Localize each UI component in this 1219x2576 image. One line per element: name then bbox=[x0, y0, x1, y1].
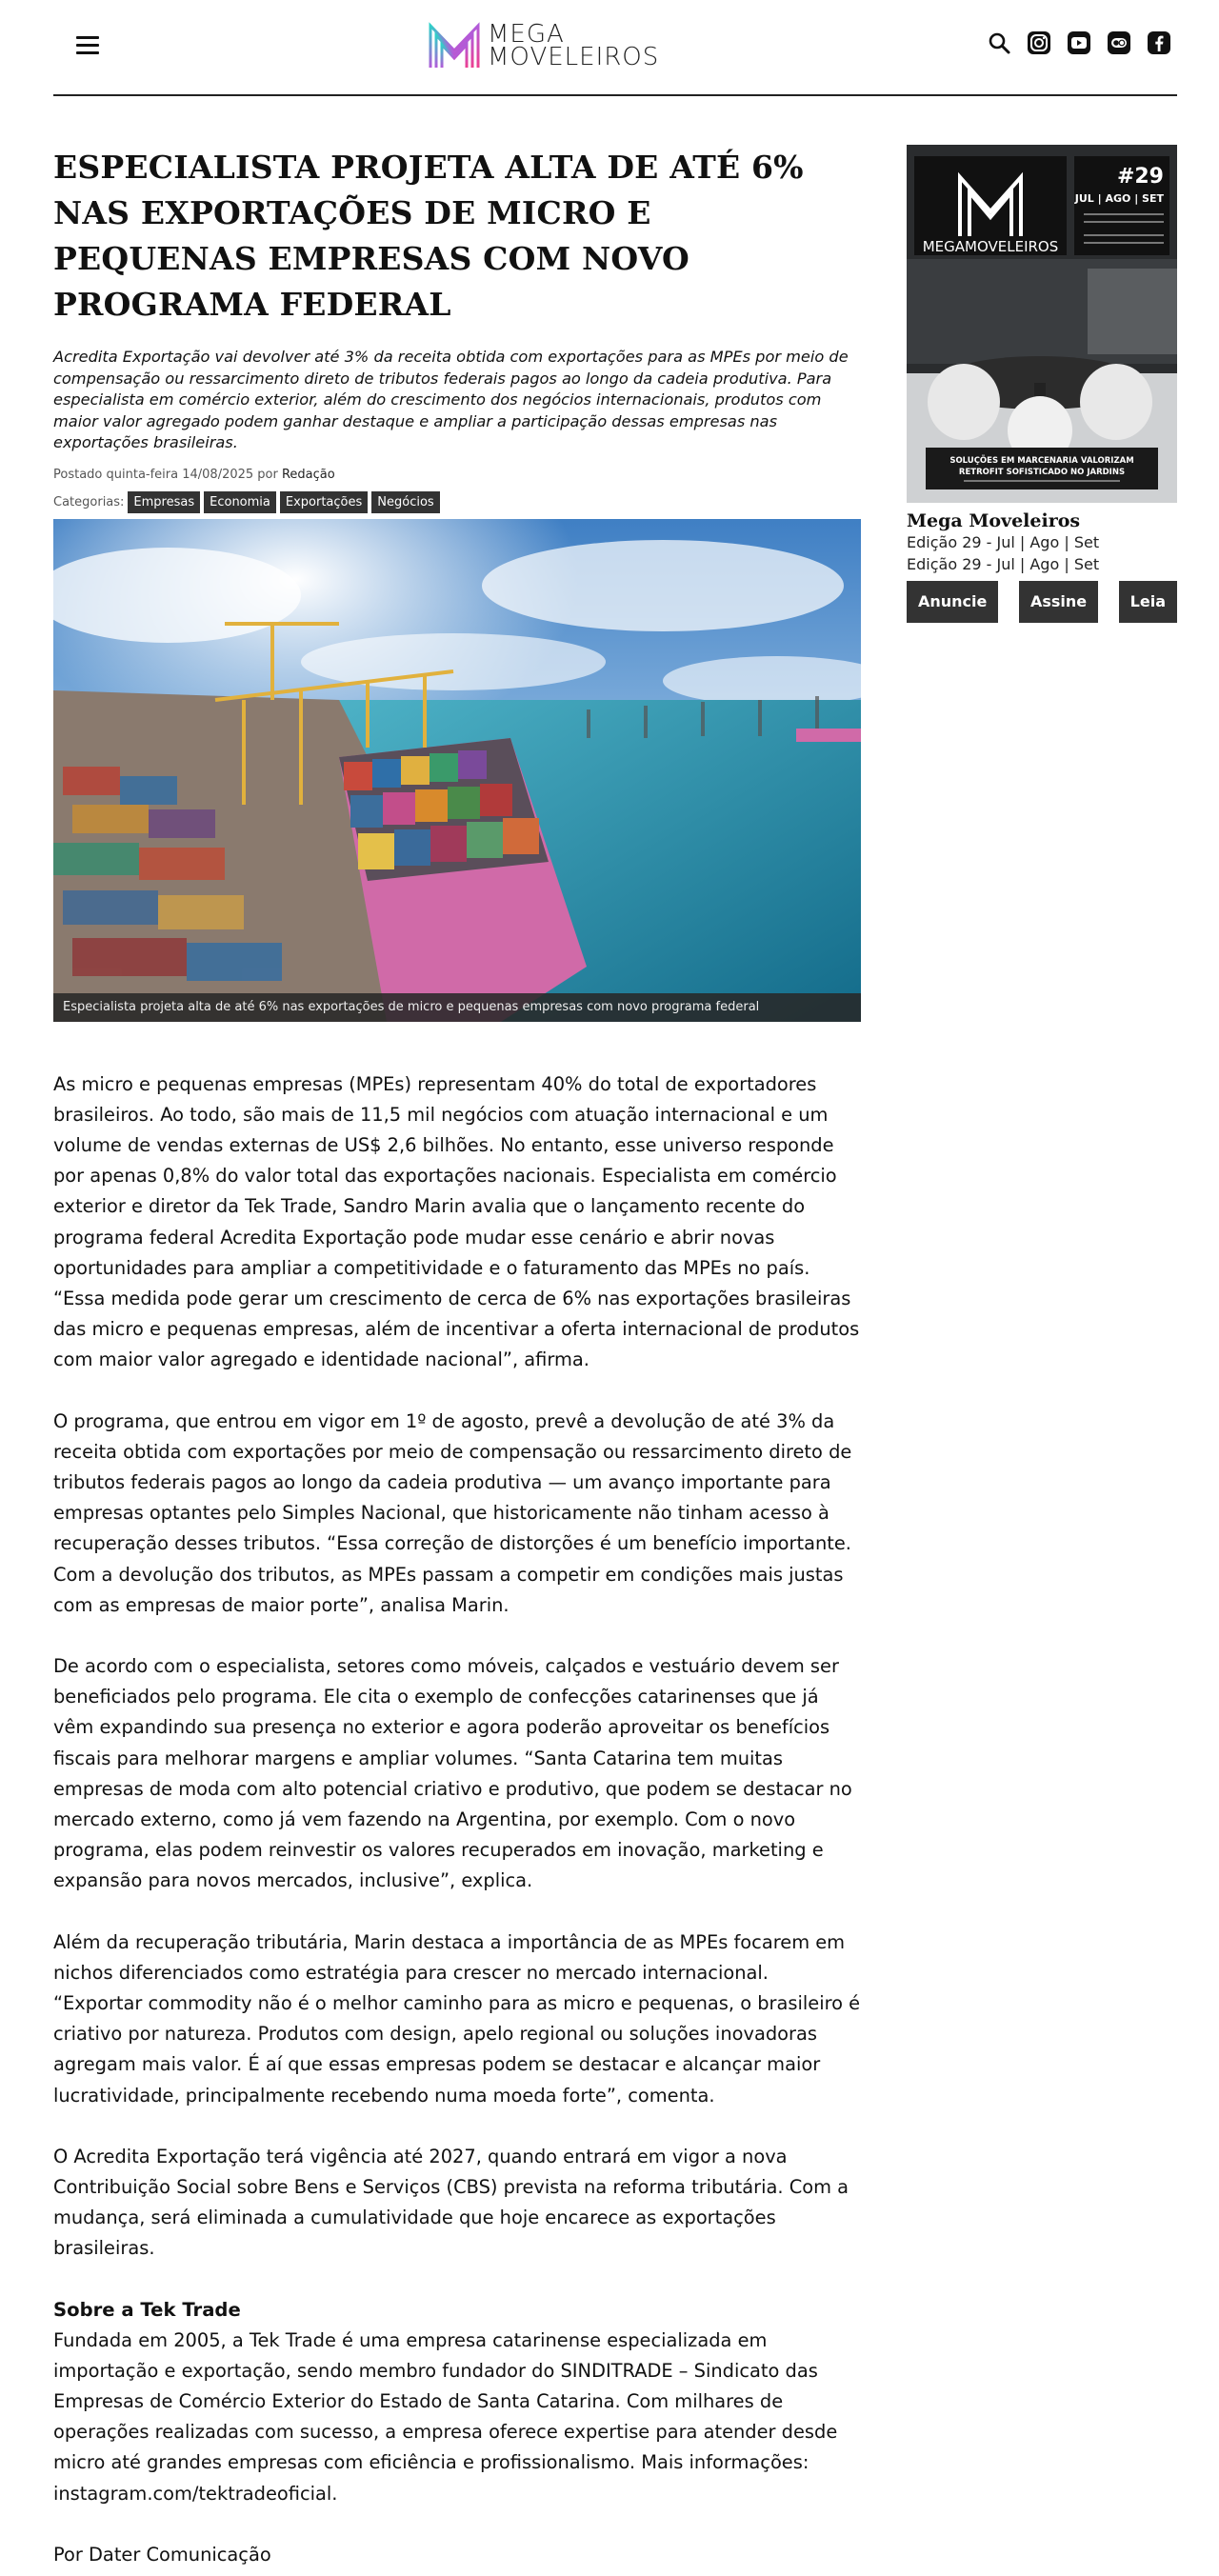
anuncie-button[interactable]: Anuncie bbox=[907, 581, 998, 623]
magazine-cover-image bbox=[907, 145, 1177, 503]
menu-icon[interactable] bbox=[76, 36, 99, 55]
article-paragraph: Além da recuperação tributária, Marin destaca a importância de as MPEs focarem em nichos diferenciados como estratégia para crescer no mercado internacional. “Exportar commodity não é o melhor caminho para as micro e pequenas, o brasileiro é criativo por natureza. Produtos com design, apelo regional ou soluções inovadoras agregam mais valor. É aí que essas empresas podem se destacar e alcançar maior lucratividade, principalmente recebendo numa moeda forte”, comenta. bbox=[53, 1930, 861, 2107]
flickr-icon[interactable] bbox=[1107, 30, 1131, 55]
article-column bbox=[53, 145, 861, 2566]
article-paragraph: O Acredita Exportação terá vigência até 2027, quando entrará em vigor a nova Contribuição Social sobre Bens e Serviços (CBS) prevista na reforma tributária. Com a mudança, será eliminada a cumulatividade que hoje encarece as exportações brasileiras. bbox=[53, 2145, 849, 2260]
edition-line-2: Edição 29 - Jul | Ago | Set bbox=[907, 555, 1100, 573]
container-ship-port-image bbox=[53, 519, 861, 1022]
article-lead: Acredita Exportação vai devolver até 3% da receita obtida com exportações para as MPEs por meio de compensação ou ressarcimento direto de tributos federais pagos ao longo da cadeia produtiva. Para especialista em comércio exterior, além do crescimento dos negócios internacionais, produtos com maior valor agregado podem ganhar destaque e ampliar a participação dessas empresas nas exportações brasileiras. bbox=[53, 348, 849, 451]
magazine-cover[interactable] bbox=[907, 145, 1177, 503]
edition-line-1: Edição 29 - Jul | Ago | Set bbox=[907, 533, 1100, 551]
category-tag-negocios[interactable]: Negócios bbox=[371, 491, 439, 513]
cover-issue: #29 bbox=[1116, 165, 1164, 189]
site-logo[interactable] bbox=[427, 19, 659, 72]
article-credit: Por Dater Comunicação bbox=[53, 2543, 271, 2566]
about-text: Fundada em 2005, a Tek Trade é uma empresa catarinense especializada em importação e exportação, sendo membro fundador do SINDITRADE – Sindicato das Empresas de Comércio Exterior do Estado de Santa Catarina. Com milhares de operações realizadas com sucesso, a empresa oferece expertise para atender desde micro até grandes empresas com eficiência e profissionalismo. Mais informações: instagram.com/tektradeoficial. bbox=[53, 2328, 838, 2505]
category-list bbox=[53, 491, 861, 513]
article-paragraph: As micro e pequenas empresas (MPEs) representam 40% do total de exportadores brasileiros. Ao todo, são mais de 11,5 mil negócios com atuação internacional e um volume de vendas externas de US$ 2,6 bilhões. No entanto, esse universo responde por apenas 0,8% do valor total das exportações nacionais. Especialista em comércio exterior e diretor da Tek Trade, Sandro Marin avalia que o lançamento recente do programa federal Acredita Exportação pode mudar esse cenário e abrir novas oportunidades para ampliar a competitividade e o faturamento das MPEs no país. “Essa medida pode gerar um crescimento de cerca de 6% nas exportações brasileiras das micro e pequenas empresas, além de incentivar a oferta internacional de produtos com maior valor agregado e identidade nacional”, afirma. bbox=[53, 1072, 860, 1371]
header-icons bbox=[987, 30, 1171, 55]
category-tag-exportacoes[interactable]: Exportações bbox=[280, 491, 368, 513]
magazine-name: Mega Moveleiros bbox=[907, 510, 1081, 531]
site-header bbox=[0, 0, 1219, 97]
posted-date: Postado quinta-feira 14/08/2025 por bbox=[53, 467, 278, 482]
header-divider bbox=[53, 94, 1177, 96]
logo-mark-icon bbox=[427, 20, 482, 71]
logo-text bbox=[488, 20, 660, 71]
instagram-icon[interactable] bbox=[1027, 30, 1051, 55]
article-hero-image bbox=[53, 519, 861, 1022]
cover-headline-2: RETROFIT SOFISTICADO NO JARDINS bbox=[958, 468, 1126, 477]
logo-line-1: MEGA bbox=[488, 20, 565, 49]
facebook-icon[interactable] bbox=[1147, 30, 1171, 55]
category-tag-economia[interactable]: Economia bbox=[204, 491, 276, 513]
assine-button[interactable]: Assine bbox=[1019, 581, 1098, 623]
article-paragraph: O programa, que entrou em vigor em 1º de agosto, prevê a devolução de até 3% da receita obtida com exportações por meio de compensação ou ressarcimento direto de tributos federais pagos ao longo da cadeia produtiva — um avanço importante para empresas optantes pelo Simples Nacional, que historicamente não tinham acesso à recuperação desses tributos. “Essa correção de distorções é um benefício importante. Com a devolução dos tributos, as MPEs passam a competir em condições mais justas com as empresas de maior porte”, analisa Marin. bbox=[53, 1409, 852, 1616]
search-icon[interactable] bbox=[987, 30, 1011, 55]
about-heading: Sobre a Tek Trade bbox=[53, 2298, 241, 2321]
leia-button[interactable]: Leia bbox=[1119, 581, 1177, 623]
youtube-icon[interactable] bbox=[1067, 30, 1091, 55]
categories-label: Categorias: bbox=[53, 494, 125, 509]
image-caption: Especialista projeta alta de até 6% nas exportações de micro e pequenas empresas com novo programa federal bbox=[53, 993, 861, 1022]
category-tag-empresas[interactable]: Empresas bbox=[128, 491, 200, 513]
article-meta bbox=[53, 468, 861, 482]
magazine-actions bbox=[907, 581, 1177, 623]
article-body bbox=[53, 1069, 861, 2566]
cover-headline-1: SOLUÇÕES EM MARCENARIA VALORIZAM bbox=[949, 456, 1134, 466]
logo-line-2: MOVELEIROS bbox=[488, 43, 660, 71]
author-link[interactable]: Redação bbox=[281, 467, 335, 482]
article-paragraph: De acordo com o especialista, setores como móveis, calçados e vestuário devem ser beneficiados pelo programa. Ele cita o exemplo de confecções catarinenses que já vêm expandindo sua presença no exterior e agora poderão aproveitar os benefícios fiscais para melhorar margens e ampliar volumes. “Santa Catarina tem muitas empresas de moda com alto potencial criativo e produtivo, que podem se destacar no mercado externo, como já vem fazendo na Argentina, por exemplo. Com o novo programa, elas podem reinvestir os valores recuperados em inovação, marketing e expansão para novos mercados, inclusive”, explica. bbox=[53, 1654, 852, 1892]
sidebar bbox=[907, 145, 1177, 623]
cover-months: JUL | AGO | SET bbox=[1074, 192, 1164, 205]
article-title: ESPECIALISTA PROJETA ALTA DE ATÉ 6% NAS EXPORTAÇÕES DE MICRO E PEQUENAS EMPRESAS COM NOVO PROGRAMA FEDERAL bbox=[53, 149, 804, 323]
cover-brand: MEGAMOVELEIROS bbox=[922, 238, 1059, 255]
